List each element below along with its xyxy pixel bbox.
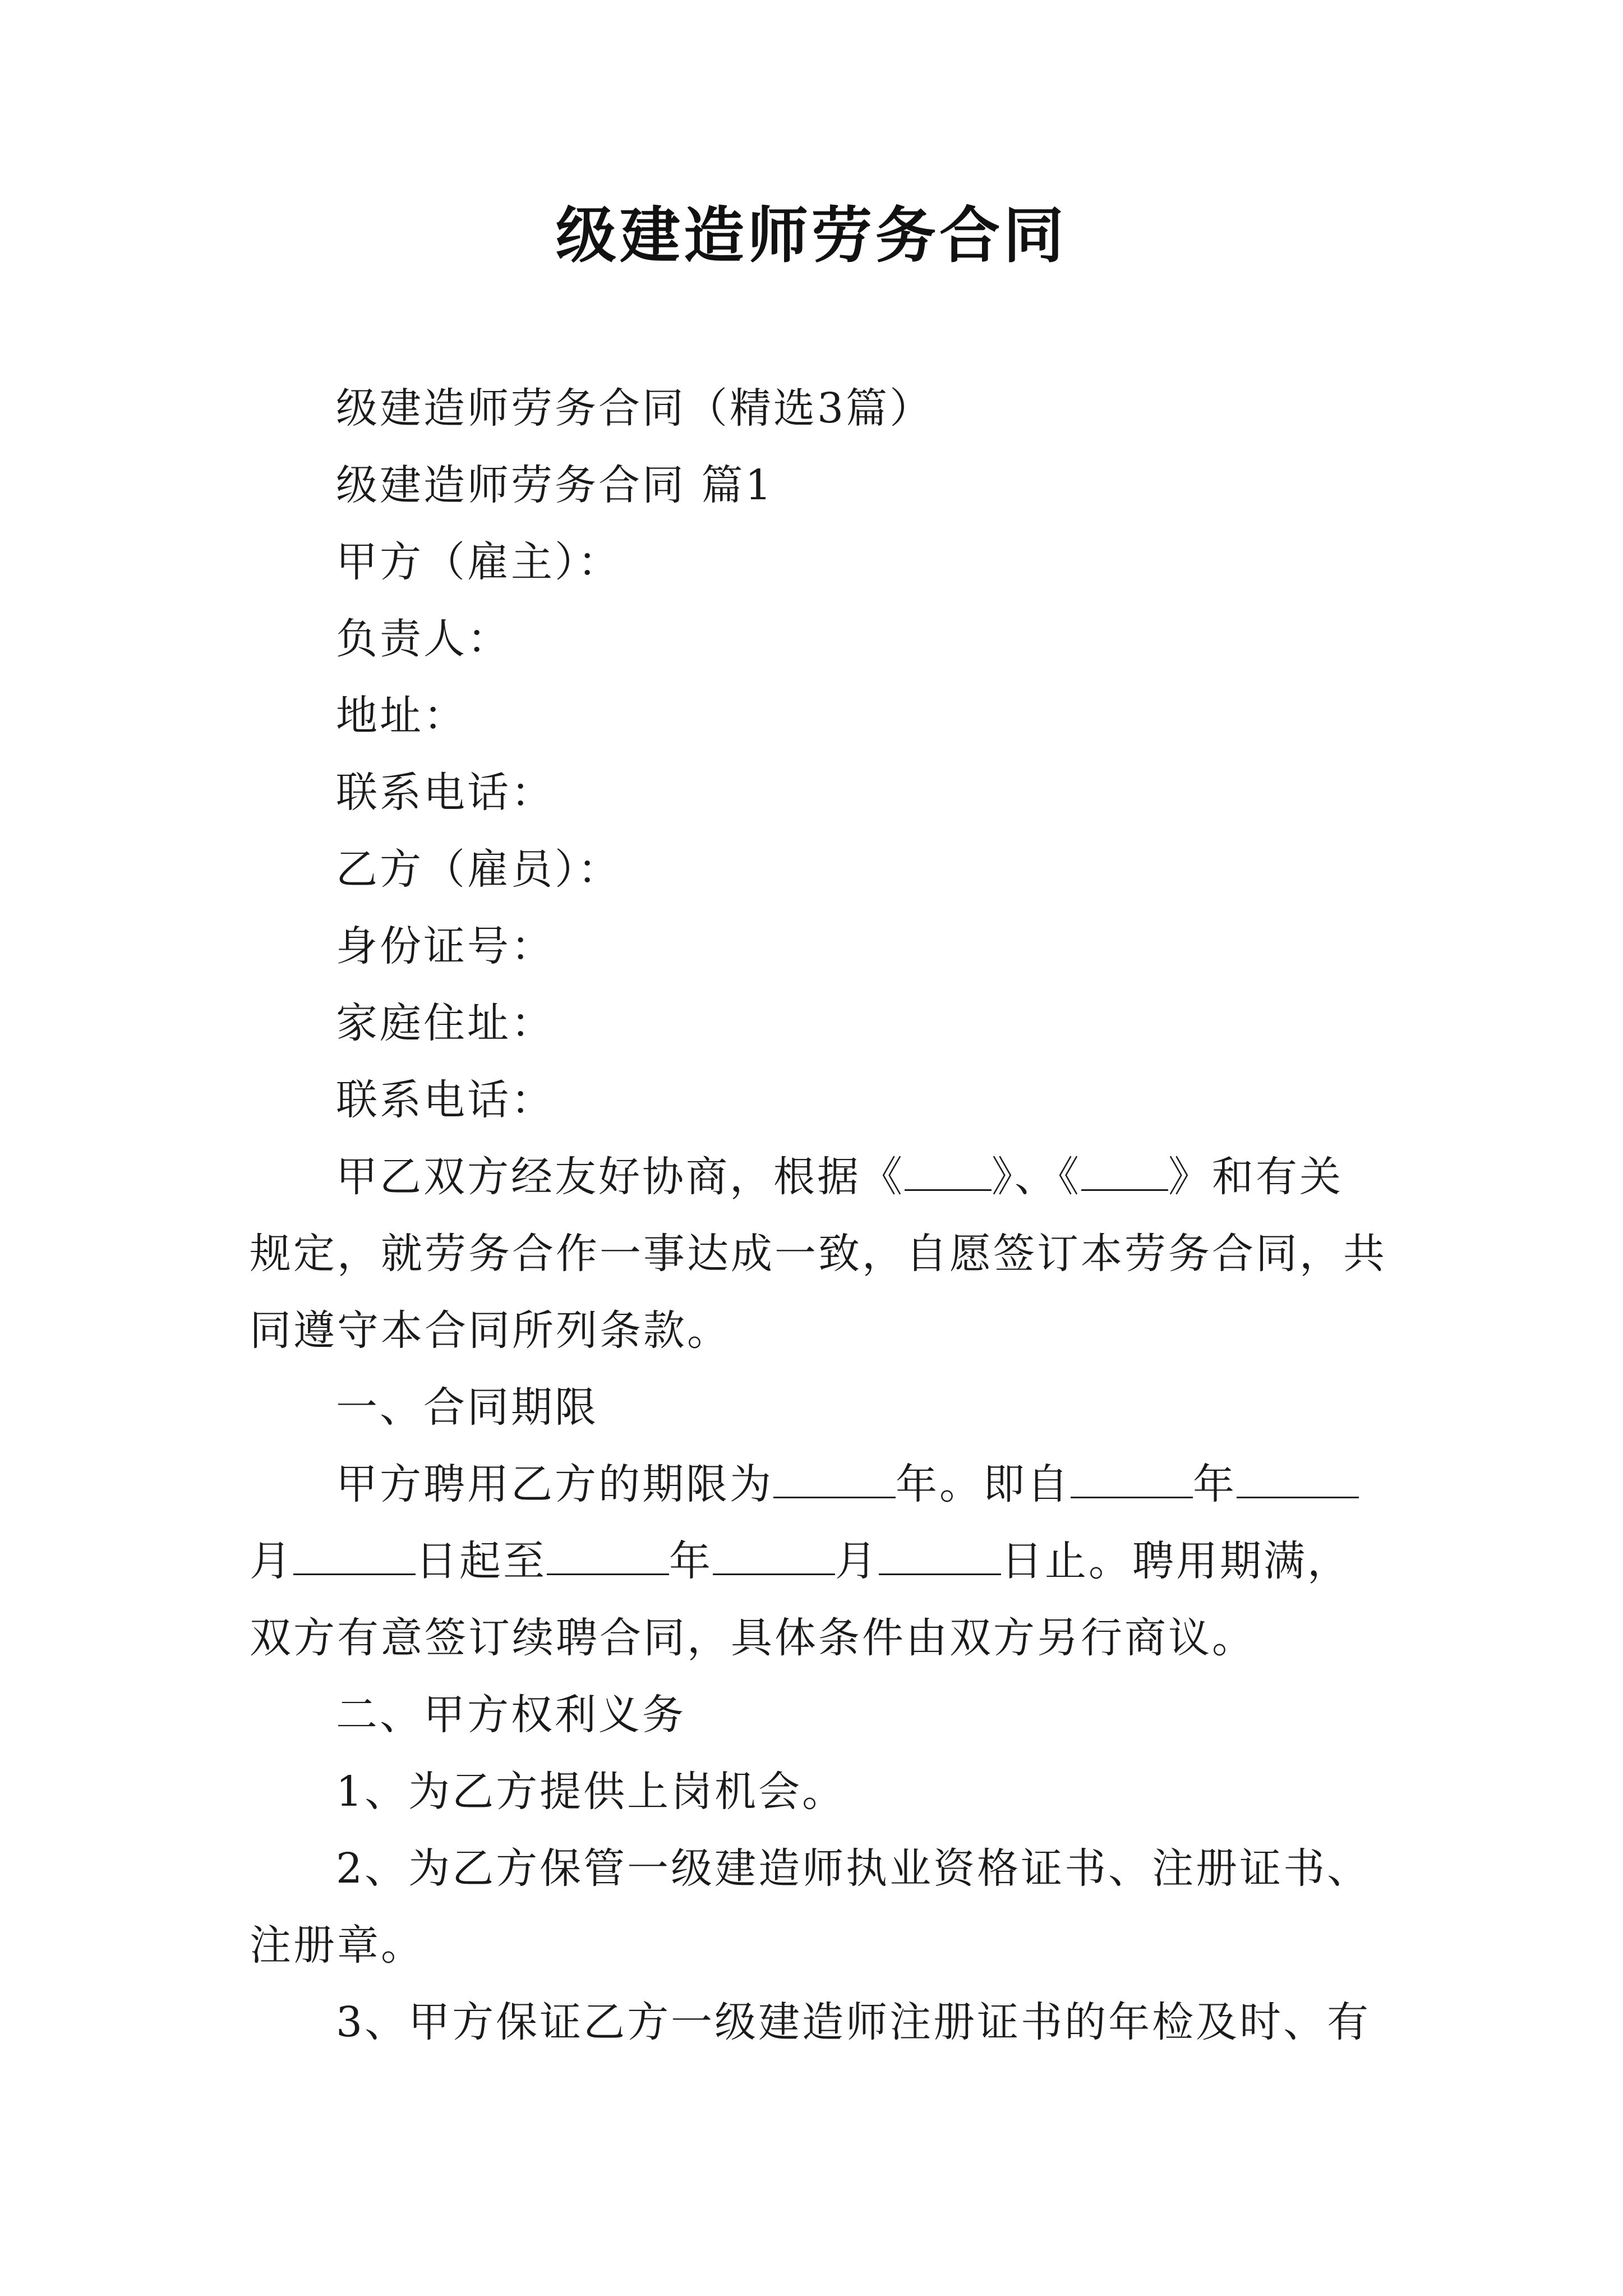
field-address: 地址： xyxy=(336,692,467,740)
start-month-blank xyxy=(1237,1460,1359,1498)
term-text-4: 月 xyxy=(250,1537,293,1585)
field-id-number: 身份证号： xyxy=(336,922,555,970)
end-day-blank xyxy=(879,1536,1001,1575)
section-2-item-1: 1、为乙方提供上岗机会。 xyxy=(336,1768,846,1816)
term-text-5: 日起至 xyxy=(416,1537,547,1585)
field-employee: 乙方（雇员）： xyxy=(336,845,621,894)
section-2-item-2-line-2: 注册章。 xyxy=(250,1921,425,1970)
field-home-address: 家庭住址： xyxy=(336,999,555,1047)
section-2-item-3-line-1: 3、甲方保证乙方一级建造师注册证书的年检及时、有 xyxy=(336,1998,1371,2046)
section-2-heading: 二、甲方权利义务 xyxy=(336,1691,686,1739)
field-employer-phone: 联系电话： xyxy=(336,769,555,817)
section-1-heading: 一、合同期限 xyxy=(336,1383,598,1432)
document-title: 级建造师劳务合同 xyxy=(555,200,1067,271)
term-years-blank xyxy=(773,1460,896,1498)
term-text-1: 甲方聘用乙方的期限为 xyxy=(336,1460,773,1508)
field-employer: 甲方（雇主）： xyxy=(336,538,621,586)
preamble-text-2: 》、《 xyxy=(992,1153,1081,1201)
term-text-2: 年。即自 xyxy=(896,1460,1071,1508)
preamble-line-3: 同遵守本合同所列条款。 xyxy=(250,1306,731,1355)
term-text-8: 日止。聘用期满， xyxy=(1001,1537,1351,1585)
field-responsible-person: 负责人： xyxy=(336,615,511,663)
document-body xyxy=(250,370,1388,2061)
end-year-blank xyxy=(547,1536,669,1575)
section-1-line-1 xyxy=(250,1446,1388,1523)
section-1-line-2 xyxy=(250,1523,1388,1600)
section-2-item-2-line-1: 2、为乙方保管一级建造师执业资格证书、注册证书、 xyxy=(336,1844,1371,1893)
term-text-6: 年 xyxy=(669,1537,713,1585)
section-1-line-3: 双方有意签订续聘合同，具体条件由双方另行商议。 xyxy=(250,1614,1256,1662)
law-name-blank-1 xyxy=(905,1152,992,1191)
start-year-blank xyxy=(1071,1460,1193,1498)
preamble-line-1 xyxy=(250,1139,1388,1216)
preamble-text-3: 》和有关 xyxy=(1168,1153,1343,1201)
law-name-blank-2 xyxy=(1081,1152,1168,1191)
end-month-blank xyxy=(713,1536,835,1575)
preamble-text-1: 甲乙双方经友好协商，根据《 xyxy=(336,1153,905,1201)
document-subtitle: 级建造师劳务合同（精选3篇） xyxy=(336,384,934,432)
part-heading: 级建造师劳务合同 篇1 xyxy=(336,461,774,509)
term-text-7: 月 xyxy=(835,1537,879,1585)
preamble-line-2: 规定，就劳务合作一事达成一致，自愿签订本劳务合同，共 xyxy=(250,1230,1387,1278)
term-text-3: 年 xyxy=(1193,1460,1237,1508)
field-employee-phone: 联系电话： xyxy=(336,1076,555,1124)
start-day-blank xyxy=(293,1536,416,1575)
